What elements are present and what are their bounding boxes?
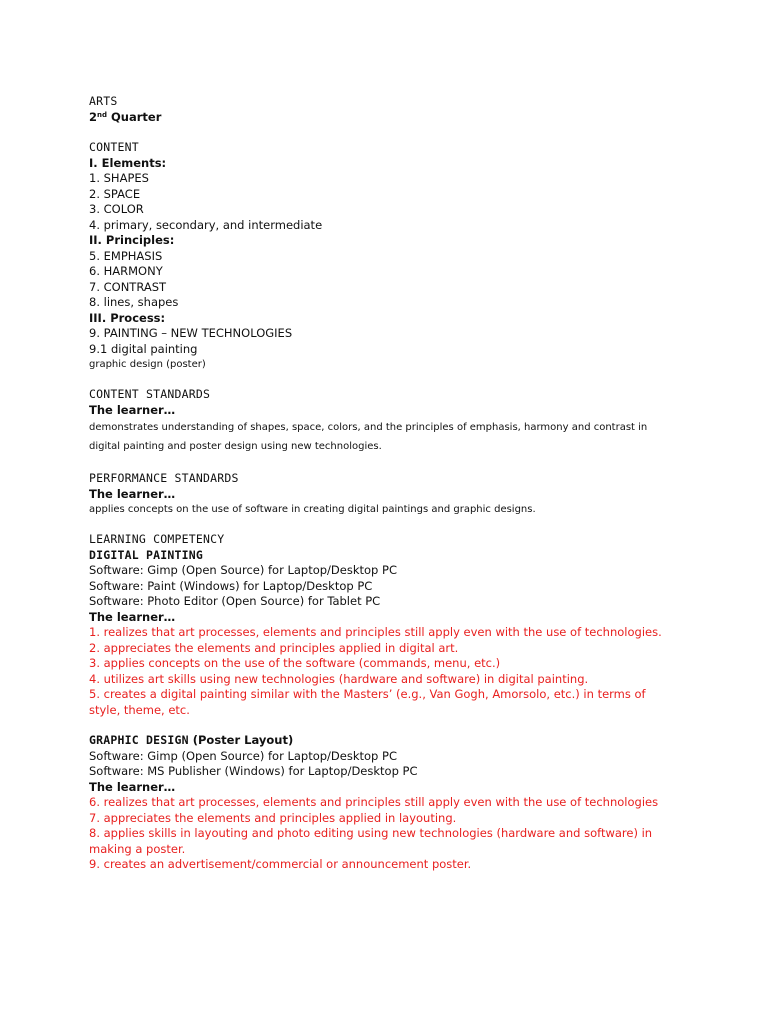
list-item: 4. primary, secondary, and intermediate [89,217,323,232]
competency-item: 1. realizes that art processes, elements and principles still apply even with the use of technologies. [89,625,662,639]
list-item: 6. HARMONY [89,264,163,278]
performance-standards-heading: PERFORMANCE STANDARDS [89,471,239,485]
list-item: 7. CONTRAST [89,279,167,294]
principles-heading: II. Principles: [89,233,175,247]
process-heading: III. Process: [89,310,166,325]
software-line: Software: Gimp (Open Source) for Laptop/Desktop PC [89,563,397,577]
elements-heading: I. Elements: [89,155,167,170]
competency-item: 6. realizes that art processes, elements and principles still apply even with the use of technologies [89,795,659,809]
competency-item: 5. creates a digital painting similar with the Masters’ (e.g., Van Gogh, Amorsolo, etc.) in terms of style, theme, etc. [89,687,646,717]
list-item: 1. SHAPES [89,171,149,185]
learner-label: The learner… [89,402,176,417]
list-item: 9. PAINTING – NEW TECHNOLOGIES [89,326,293,340]
competency-item: 3. applies concepts on the use of the software (commands, menu, etc.) [89,656,501,670]
competency-item: 7. appreciates the elements and principles applied in layouting. [89,810,457,825]
competency-item: 2. appreciates the elements and principles applied in digital art. [89,640,459,655]
list-item: 8. lines, shapes [89,295,179,309]
content-heading: CONTENT [89,140,139,154]
graphic-design-heading: GRAPHIC DESIGN (Poster Layout) [89,733,294,747]
list-item: 9.1 digital painting [89,341,198,356]
performance-standards-text: applies concepts on the use of software in creating digital paintings and graphic designs. [89,504,536,515]
competency-item: 9. creates an advertisement/commercial or announcement poster. [89,857,472,871]
competency-item: 8. applies skills in layouting and photo editing using new technologies (hardware and software) in making a poster. [89,826,653,856]
software-line: Software: Gimp (Open Source) for Laptop/Desktop PC [89,748,397,763]
learner-label: The learner… [89,486,176,501]
learner-label: The learner… [89,779,176,794]
document-body [89,94,729,873]
learning-competency-heading: LEARNING COMPETENCY [89,532,225,546]
list-item: 5. EMPHASIS [89,248,163,263]
competency-item: 4. utilizes art skills using new technologies (hardware and software) in digital painting. [89,671,589,686]
software-line: Software: Paint (Windows) for Laptop/Desktop PC [89,578,373,593]
software-line: Software: MS Publisher (Windows) for Laptop/Desktop PC [89,764,418,778]
digital-painting-heading: DIGITAL PAINTING [89,547,203,562]
list-item: 3. COLOR [89,202,144,216]
content-standards-text: demonstrates understanding of shapes, space, colors, and the principles of emphasis, harmony and contrast in digital painting and poster design using new technologies. [89,422,648,452]
process-note: graphic design (poster) [89,359,206,370]
content-standards-heading: CONTENT STANDARDS [89,387,211,401]
quarter-label: 2nd Quarter [89,109,162,124]
learner-label: The learner… [89,609,176,624]
software-line: Software: Photo Editor (Open Source) for Tablet PC [89,594,381,608]
doc-title: ARTS [89,94,118,108]
list-item: 2. SPACE [89,186,141,201]
